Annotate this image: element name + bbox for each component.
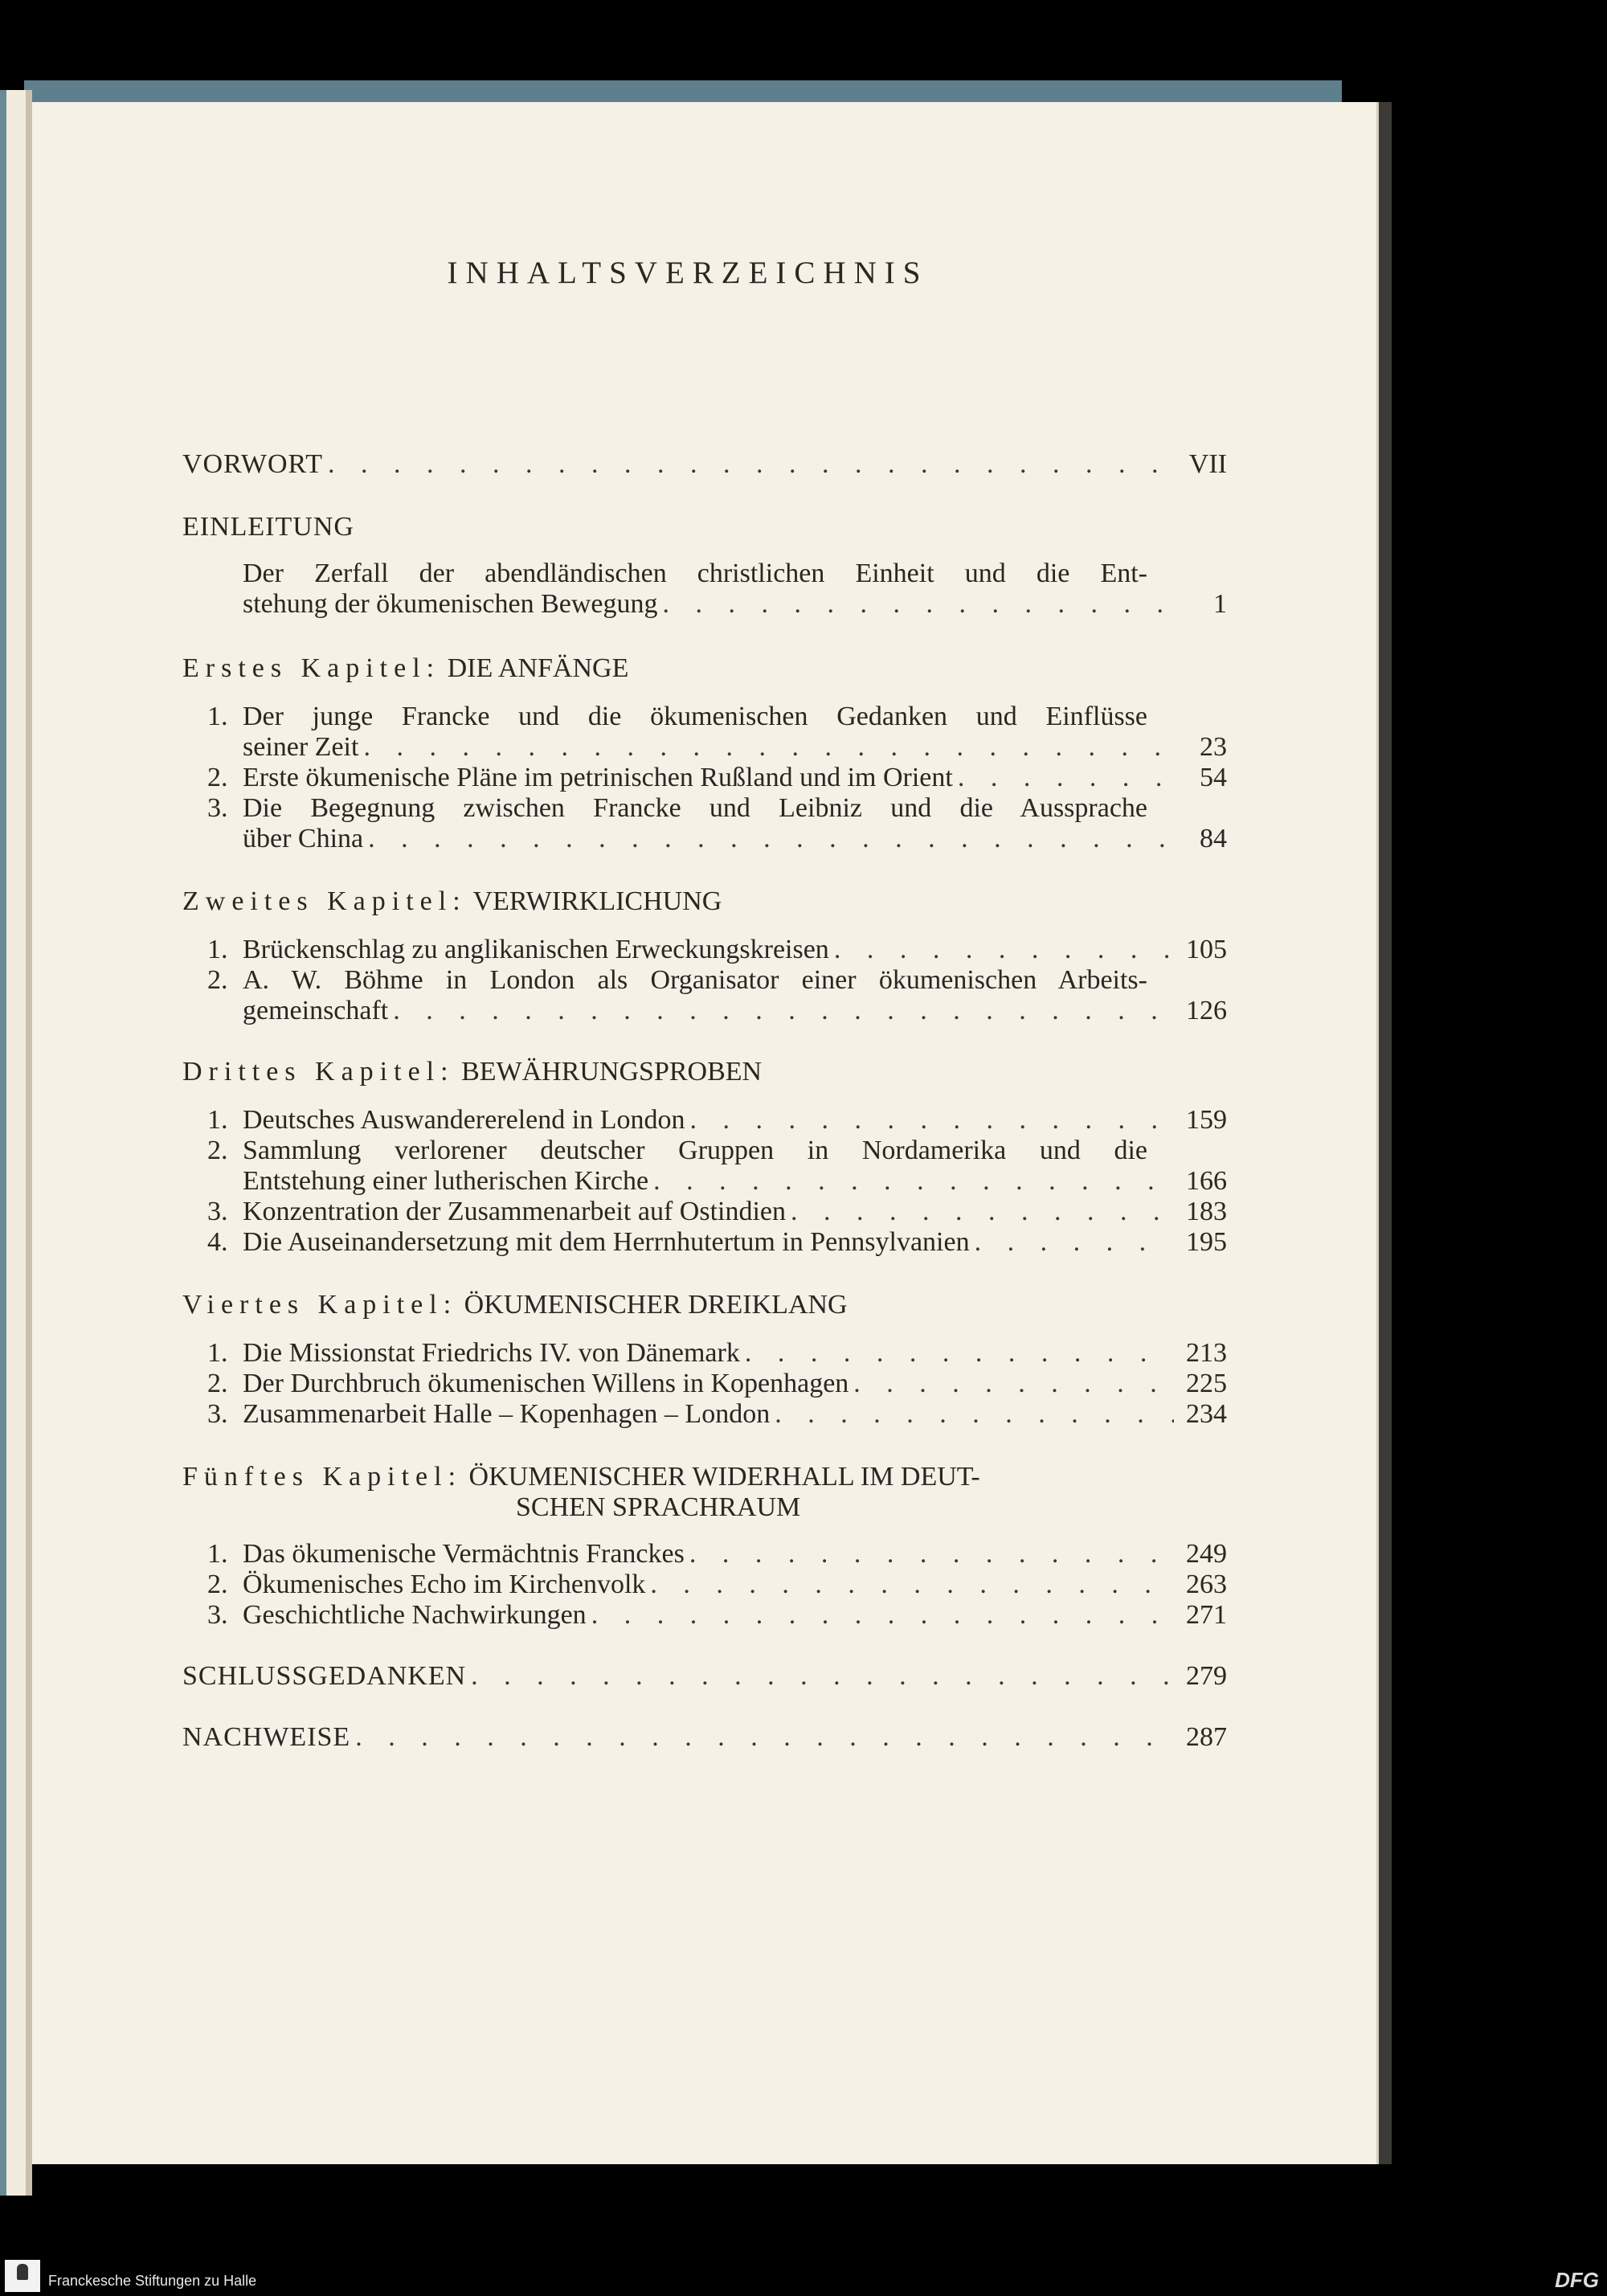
page-number: 159 <box>1186 1105 1227 1135</box>
dot-leader <box>689 1539 1174 1570</box>
page-number: 54 <box>1200 763 1227 792</box>
item-number: 1. <box>207 1539 228 1569</box>
toc-entry-text: Der Zerfall der abendländischen christlichen Einheit und die Ent- <box>243 559 1147 588</box>
entry-label: Erste ökumenische Pläne im petrinischen Rußland und im Orient <box>243 763 953 792</box>
entry-label: Deutsches Auswandererelend in London <box>243 1105 685 1135</box>
dot-leader <box>745 1338 1174 1369</box>
dot-leader <box>791 1197 1174 1227</box>
toc-entry-4-2[interactable] <box>243 1369 1227 1399</box>
toc-entry-5-2[interactable] <box>243 1570 1227 1600</box>
page-number: 1 <box>1213 589 1227 619</box>
dot-leader <box>363 732 1174 763</box>
dot-leader <box>975 1227 1174 1258</box>
page-number: 105 <box>1186 935 1227 964</box>
dot-leader <box>471 1661 1174 1692</box>
toc-entry-3-3[interactable] <box>243 1197 1227 1227</box>
entry-label: Das ökumenische Vermächtnis Franckes <box>243 1539 685 1569</box>
page-number: 234 <box>1186 1399 1227 1429</box>
item-number: 2. <box>207 965 228 995</box>
chapter-title: DIE ANFÄNGE <box>447 653 629 683</box>
toc-entry-3-1[interactable] <box>243 1105 1227 1136</box>
page-number: 271 <box>1186 1600 1227 1630</box>
chapter-title-continued: SCHEN SPRACHRAUM <box>516 1492 801 1522</box>
chapter-title: VERWIRKLICHUNG <box>472 886 722 916</box>
entry-label: NACHWEISE <box>182 1722 351 1752</box>
entry-label: Die Missionstat Friedrichs IV. von Dänemark <box>243 1338 740 1368</box>
dot-leader <box>368 824 1174 854</box>
entry-label: Der Durchbruch ökumenischen Willens in Kopenhagen <box>243 1369 849 1398</box>
page-number: 225 <box>1186 1369 1227 1398</box>
chapter-heading-4 <box>182 1290 848 1320</box>
chapter-heading-5 <box>182 1462 980 1492</box>
entry-label: Zusammenarbeit Halle – Kopenhagen – London <box>243 1399 771 1429</box>
page-number: 263 <box>1186 1570 1227 1599</box>
page-number: 213 <box>1186 1338 1227 1368</box>
toc-entry-einleitung[interactable] <box>243 589 1227 620</box>
toc-entry-3-2[interactable] <box>243 1166 1227 1197</box>
chapter-prefix: Erstes Kapitel: <box>182 653 441 683</box>
page-number: 84 <box>1200 824 1227 853</box>
chapter-title: BEWÄHRUNGSPROBEN <box>461 1057 763 1087</box>
toc-title: INHALTSVERZEICHNIS <box>447 256 929 290</box>
item-number: 1. <box>207 1338 228 1368</box>
dot-leader <box>663 589 1175 620</box>
dot-leader <box>328 449 1174 480</box>
dot-leader <box>653 1166 1174 1197</box>
page-number: 287 <box>1186 1722 1227 1752</box>
chapter-heading-2 <box>182 886 722 917</box>
chapter-prefix: Drittes Kapitel: <box>182 1057 455 1087</box>
toc-entry-2-1[interactable] <box>243 935 1227 965</box>
page-number: 166 <box>1186 1166 1227 1196</box>
dot-leader <box>834 935 1174 965</box>
toc-entry-1-1[interactable] <box>243 732 1227 763</box>
item-number: 3. <box>207 1197 228 1226</box>
entry-label: VORWORT <box>182 449 323 479</box>
dfg-logo: DFG <box>1555 2268 1599 2292</box>
toc-entry-2-2[interactable] <box>243 996 1227 1026</box>
toc-entry-text: Sammlung verlorener deutscher Gruppen in Nordamerika und die <box>243 1136 1147 1165</box>
entry-label: Entstehung einer lutherischen Kirche <box>243 1166 649 1196</box>
item-number: 3. <box>207 1399 228 1429</box>
item-number: 1. <box>207 1105 228 1135</box>
toc-entry-text: A. W. Böhme in London als Organisator einer ökumenischen Arbeits- <box>243 965 1147 995</box>
chapter-prefix: Zweites Kapitel: <box>182 886 467 916</box>
toc-entry-4-3[interactable] <box>243 1399 1227 1430</box>
page-number: 249 <box>1186 1539 1227 1569</box>
chapter-prefix: Fünftes Kapitel: <box>182 1462 463 1492</box>
item-number: 2. <box>207 1369 228 1398</box>
page-number: 126 <box>1186 996 1227 1025</box>
dot-leader <box>853 1369 1174 1399</box>
book-spine <box>0 90 32 2196</box>
entry-label: Konzentration der Zusammenarbeit auf Ostindien <box>243 1197 786 1226</box>
toc-entry-schlussgedanken[interactable] <box>182 1661 1227 1692</box>
toc-entry-5-3[interactable] <box>243 1600 1227 1631</box>
toc-entry-3-4[interactable] <box>243 1227 1227 1258</box>
toc-entry-1-3[interactable] <box>243 824 1227 854</box>
entry-label: Ökumenisches Echo im Kirchenvolk <box>243 1570 646 1599</box>
dot-leader <box>775 1399 1174 1430</box>
entry-label: SCHLUSSGEDANKEN <box>182 1661 467 1691</box>
chapter-title: ÖKUMENISCHER WIDERHALL IM DEUT- <box>468 1462 980 1492</box>
page-number: 195 <box>1186 1227 1227 1257</box>
toc-entry-nachweise[interactable] <box>182 1722 1227 1753</box>
chapter-heading-3 <box>182 1057 762 1087</box>
chapter-heading-1 <box>182 653 628 684</box>
item-number: 2. <box>207 1570 228 1599</box>
entry-label: stehung der ökumenischen Bewegung <box>243 589 658 619</box>
entry-label: Die Auseinandersetzung mit dem Herrnhutertum in Pennsylvanien <box>243 1227 970 1257</box>
item-number: 3. <box>207 793 228 823</box>
entry-label: Geschichtliche Nachwirkungen <box>243 1600 587 1630</box>
entry-label: über China <box>243 824 364 853</box>
toc-entry-4-1[interactable] <box>243 1338 1227 1369</box>
dot-leader <box>689 1105 1174 1136</box>
item-number: 1. <box>207 935 228 964</box>
toc-entry-vorwort[interactable] <box>182 449 1227 480</box>
chapter-title: ÖKUMENISCHER DREIKLANG <box>464 1290 848 1320</box>
entry-label: Brückenschlag zu anglikanischen Erweckungskreisen <box>243 935 829 964</box>
item-number: 2. <box>207 763 228 792</box>
page-number: 183 <box>1186 1197 1227 1226</box>
toc-entry-text: Der junge Francke und die ökumenischen Gedanken und Einflüsse <box>243 702 1147 731</box>
dot-leader <box>650 1570 1174 1600</box>
dot-leader <box>591 1600 1174 1631</box>
footer-institution: Franckesche Stiftungen zu Halle <box>48 2273 257 2289</box>
item-number: 2. <box>207 1136 228 1165</box>
page-number: 23 <box>1200 732 1227 762</box>
dot-leader <box>355 1722 1174 1753</box>
dot-leader <box>393 996 1174 1026</box>
book-page <box>32 102 1379 2164</box>
page-edge-shadow <box>1379 102 1392 2164</box>
page-number: 279 <box>1186 1661 1227 1691</box>
item-number: 4. <box>207 1227 228 1257</box>
toc-entry-1-2[interactable] <box>243 763 1227 793</box>
dot-leader <box>958 763 1174 793</box>
entry-label: seiner Zeit <box>243 732 359 762</box>
page-number: VII <box>1188 449 1227 479</box>
chapter-prefix: Viertes Kapitel: <box>182 1290 458 1320</box>
item-number: 1. <box>207 702 228 731</box>
section-heading-einleitung: EINLEITUNG <box>182 512 354 542</box>
item-number: 3. <box>207 1600 228 1630</box>
toc-entry-5-1[interactable] <box>243 1539 1227 1570</box>
institution-logo-icon <box>5 2260 40 2292</box>
toc-entry-text: Die Begegnung zwischen Francke und Leibniz und die Aussprache <box>243 793 1147 823</box>
entry-label: gemeinschaft <box>243 996 389 1025</box>
